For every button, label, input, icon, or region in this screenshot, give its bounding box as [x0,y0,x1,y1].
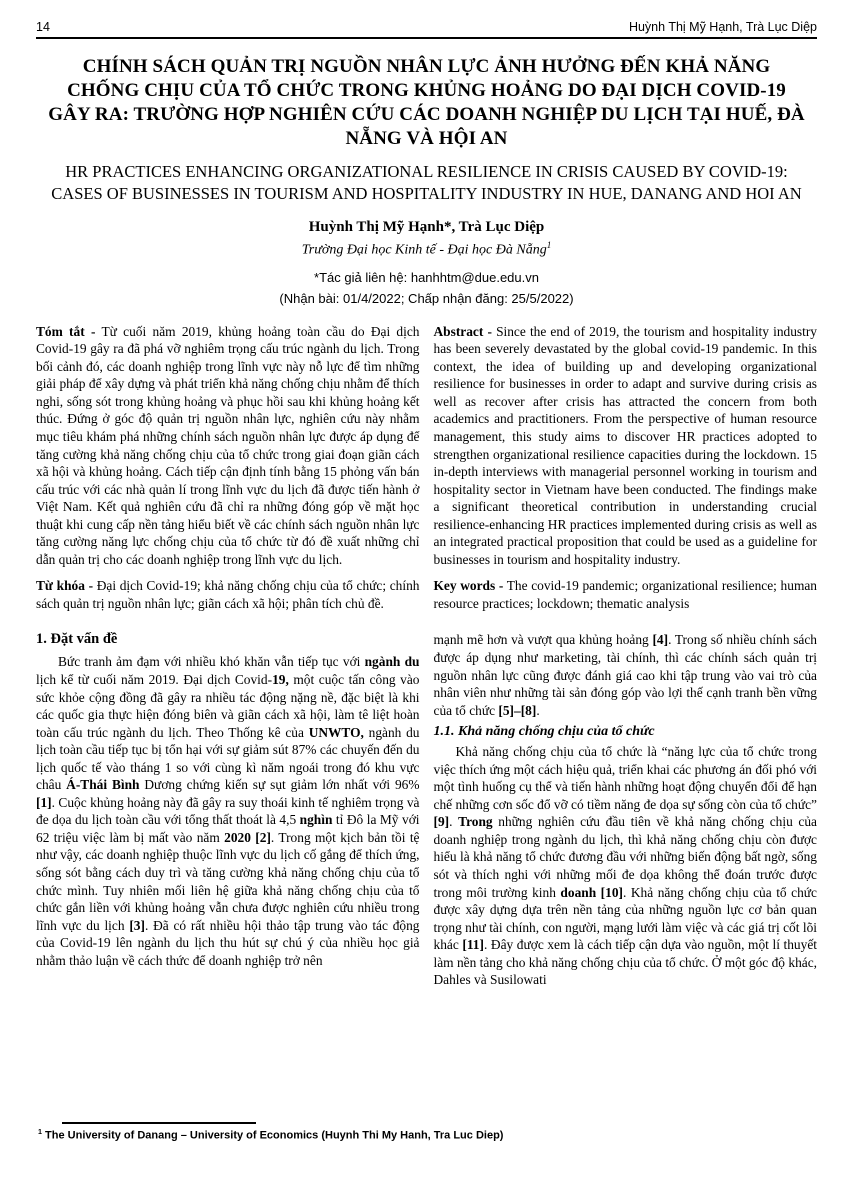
section-1-paragraph-left: Bức tranh ảm đạm với nhiều khó khăn vẫn tiếp tục với ngành du lịch kể từ cuối năm 2019. Đại dịch Covid-19, một cuộc tấn công vào sức khỏe cộng đồng đã gây ra nhiều tác động nặng nề, đặc biệt là khi các quốc gia thực hiện đóng biên và giãn cách xã hội, làm tê liệt hoàn toàn cấu trúc ngành du lịch. Theo Thống kê của UNWTO, ngành du lịch toàn cầu tiếp tục bị tổn hại với sự giảm sút 87% các chuyến đến du lịch quốc tế vào tháng 1 so với cùng kì năm ngoái trong đó khu vực châu Á-Thái Bình Dương chứng kiến sự sụt giảm lớn nhất với 96% [1]. Cuộc khủng hoảng này đã gây ra suy thoái kinh tế nghiêm trọng và đe dọa du lịch toàn cầu với tổng thất thoát là 4,5 nghìn tỉ Đô la Mỹ với 62 triệu việc làm bị mất vào năm 2020 [2]. Trong một kịch bản tồi tệ như vậy, các doanh nghiệp thuộc lĩnh vực du lịch cố gắng để thích ứng, sống sót bằng cách duy trì và tăng cường khả năng chống chịu của tổ chức mình. Tuy nhiên mối liên hệ giữa khả năng chống chịu của tổ chức gắn liền với khủng hoảng vẫn chưa được nghiên cứu nhiều trong lĩnh vực du lịch [3]. Đã có rất nhiều hội thảo tập trung vào tác động của Covid-19 lên ngành du lịch thu hút sự chú ý của nhiều học giả nhằm thảo luận về cách thức để doanh nghiệp trở nên [36,654,420,968]
keywords-vi-paragraph [36,577,420,612]
section-1-1-paragraph: Khả năng chống chịu của tổ chức là “năng lực của tổ chức trong việc thích ứng một cách hiệu quả, triển khai các phương án đối phó với một tình huống cụ thể và tiến hành những hoạt động chuyển đổi để hạn chế những cơn sốc đổ vỡ có tiềm năng đe dọa sự sống còn của tổ chức” [9]. Trong những nghiên cứu đầu tiên về khả năng chống chịu của doanh nghiệp trong ngành du lịch, thì khả năng chống chịu còn được hiểu là khả năng tổ chức đương đầu với những biến động bất ngờ, sống sót và thích nghi với những mối đe dọa không thể đoán trước được trong môi trường kinh doanh [10]. Khả năng chống chịu của tổ chức được xây dựng dựa trên nền tảng của những nguồn lực cơ bản quan trọng như tài chính, con người, mạng lưới làm việc và các giá trị cốt lõi khác [11]. Đây được xem là cách tiếp cận dựa vào nguồn, một lí thuyết làm nền tảng cho khả năng chống chịu của tổ chức. Ở một góc độ khác, Dahles và Susilowati [433,744,818,988]
abstract-en-text: Since the end of 2019, the tourism and hospitality industry has been severely devastated by the global covid-19 pandemic. In this context, the idea of building up and developing organizational resilience for businesses in order to adapt and survive during crisis as well as recover after crisis has attracted the concern from both academics and practitioners. From the perspective of human resource management, this study aims to discover HR practices adopted to strengthen organizational resilience capacities during the lockdown. 15 in-depth interviews with managerial personnel working in tourism and hospitality sector in Vietnam have been conducted. The findings make a significant theoretical contribution in understanding crucial resilience-enhancing HR practices implemented during crisis as well as an integrated practical proposition that could be used as a guideline for businesses in tourism and hospitality industry. [433,323,817,567]
author-names: Huỳnh Thị Mỹ Hạnh*, Trà Lục Diệp [308,219,545,236]
affiliation [36,240,817,259]
page-number: 14 [36,20,50,34]
keywords-en-paragraph [434,577,818,612]
affiliation-text: Trường Đại học Kinh tế - Đại học Đà Nẵng [301,242,547,258]
submission-dates: (Nhận bài: 01/4/2022; Chấp nhận đăng: 25/5/2022) [279,290,574,306]
section-1-1-heading: 1.1. Khả năng chống chịu của tổ chức [433,724,655,740]
running-head [36,20,817,39]
keywords-vi-text: Đại dịch Covid-19; khả năng chống chịu của tổ chức; chính sách quản trị nguồn nhân lực; giãn cách xã hội; phân tích chủ đề. [36,578,420,611]
keywords-en-label: Key words - [433,578,504,594]
abstract-vi-text: Từ cuối năm 2019, khủng hoảng toàn cầu do Đại dịch Covid-19 gây ra đã phá vỡ nghiêm trọng cấu trúc ngành du lịch. Trong bối cảnh đó, các doanh nghiệp trong lĩnh vực này nỗ lực để tìm những giải pháp để xây dựng và phát triển khả năng chống chịu nhằm để thích nghi, sống sót trong khủng hoảng và phục hồi sau khi khủng hoảng kết thúc. Đứng ở góc độ quản trị nguồn nhân lực, nghiên cứu này nhằm mục tiêu khám phá những chính sách nguồn nhân lực được áp dụng để tăng cường khả năng chống chịu của tổ chức trong giai đoạn giãn cách xã hội và khủng hoảng. Cách tiếp cận định tính bằng 15 phỏng vấn bán cấu trúc với các nhà quản lí trong lĩnh vực du lịch đã được tiến hành ở Việt Nam. Kết quả nghiên cứu đã chỉ ra những đóng góp về mặt học thuật khi cung cấp nền tảng hiểu biết về các chính sách nguồn nhân lực tăng cường năng lực chống chịu của tổ chức từ đó đề xuất những chỉ dẫn quản trị cho các doanh nghiệp trong lĩnh vực du lịch. [36,323,420,567]
abstract-en-column [434,323,818,613]
affiliation-marker: 1 [546,240,552,251]
footnote-body: The University of Danang – University of Economics (Huynh Thi My Hanh, Tra Luc Diep) [45,1129,504,1142]
footnote-area [38,1120,778,1142]
body-right-column [434,631,818,988]
title-vietnamese: CHÍNH SÁCH QUẢN TRỊ NGUỒN NHÂN LỰC ẢNH HƯỞNG ĐẾN KHẢ NĂNG CHỐNG CHỊU CỦA TỔ CHỨC TRONG KHỦNG HOẢNG DO ĐẠI DỊCH COVID-19 GÂY RA: TRƯỜNG HỢP NGHIÊN CỨU CÁC DOANH NGHIỆP DU LỊCH TẠI HUẾ, ĐÀ NẴNG VÀ HỘI AN [48,56,805,150]
body-left-column [36,631,420,988]
abstract-en-paragraph [434,323,818,569]
keywords-en-text: The covid-19 pandemic; organizational resilience; human resource practices; lockdown; thematic analysis [433,578,817,611]
abstract-vi-column [36,323,420,613]
footnote-separator [62,1122,256,1124]
footnote-text [38,1128,778,1142]
running-authors: Huỳnh Thị Mỹ Hạnh, Trà Lục Diệp [628,20,817,34]
footnote-marker: 1 [38,1128,42,1136]
title-english: HR PRACTICES ENHANCING ORGANIZATIONAL RESILIENCE IN CRISIS CAUSED BY COVID-19: CASES OF BUSINESSES IN TOURISM AND HOSPITALITY INDUSTRY IN HUE, DANANG AND HOI AN [51,161,802,204]
abstract-vi-paragraph [36,323,420,569]
abstract-vi-label: Tóm tắt - [36,323,96,339]
abstract-section [36,323,817,613]
section-1-paragraph-right: mạnh mẽ hơn và vượt qua khủng hoảng [4]. Trong số nhiều chính sách được áp dụng như marketing, tài chính, thì các chính sách quản trị nguồn nhân lực cũng được đánh giá cao khi tập trung vào vai trò của nhân viên như những tài sản đóng góp vào lợi thế cạnh tranh bền vững của tổ chức [5]–[8]. [433,632,818,718]
body-section [36,631,817,988]
abstract-en-label: Abstract - [433,323,492,339]
corresponding-author-line: *Tác giả liên hệ: hanhhtm@due.edu.vn [314,269,539,285]
section-1-heading: 1. Đặt vấn đề [36,631,118,648]
keywords-vi-label: Từ khóa - [36,578,94,594]
